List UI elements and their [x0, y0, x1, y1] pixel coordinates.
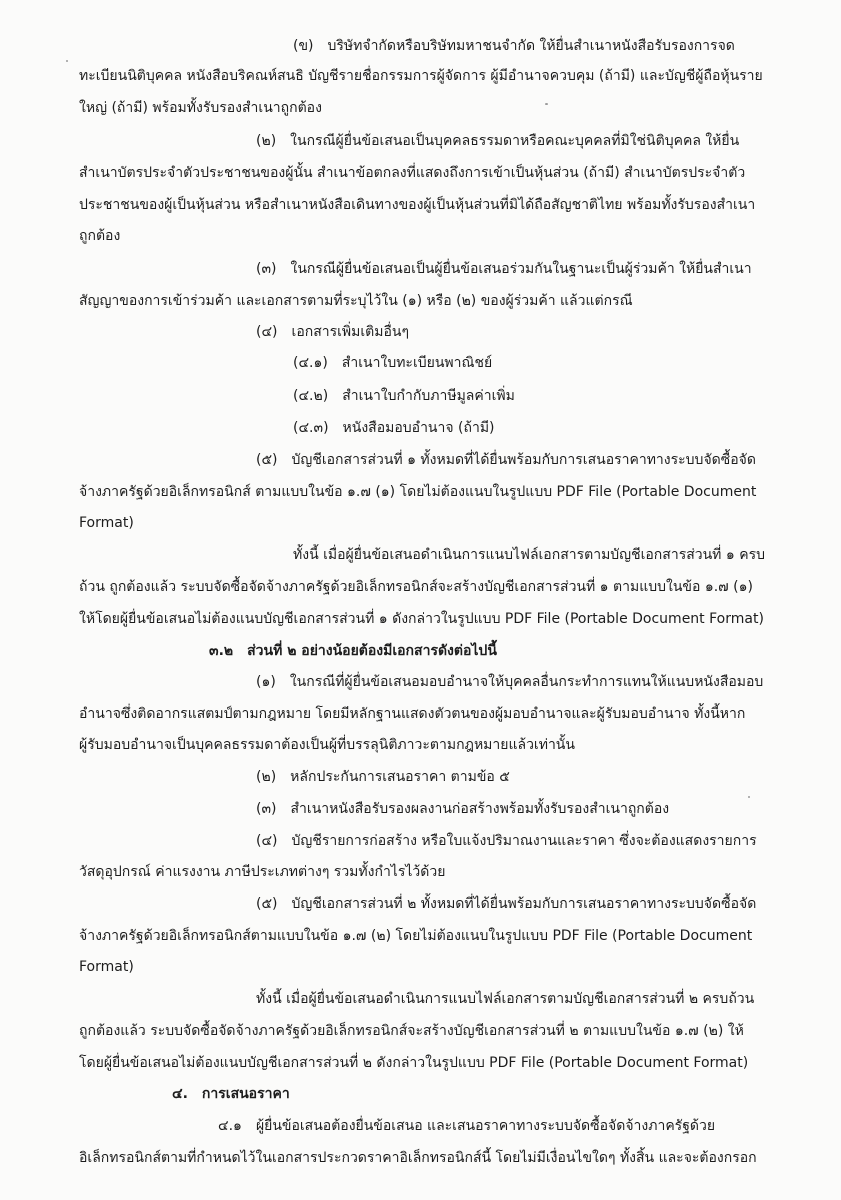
item-4-1 — [218, 1116, 715, 1136]
item-5 — [256, 450, 756, 470]
text-line: บริษัทจำกัดหรือบริษัทมหาชนจำกัด ให้ยื่นสำเนาหนังสือรับรองการจด — [327, 38, 735, 54]
item-number: (๔) — [256, 833, 278, 849]
item-number: (ข) — [293, 38, 314, 54]
item-3-2-5 — [256, 894, 756, 914]
sub-item-4-3 — [293, 418, 495, 438]
item-number: (๕) — [256, 896, 278, 912]
text-line: สำเนาบัตรประจำตัวประชาชนของผู้นั้น สำเนาข้อตกลงที่แสดงถึงการเข้าเป็นหุ้นส่วน (ถ้ามี) สำเนาบัตรประจำตัว — [79, 165, 746, 181]
text-line: ผู้ยื่นข้อเสนอต้องยื่นข้อเสนอ และเสนอราคาทางระบบจัดซื้อจัดจ้างภาครัฐด้วย — [255, 1118, 716, 1134]
text-line: จ้างภาครัฐด้วยอิเล็กทรอนิกส์ตามแบบในข้อ ๑.๗ (๒) โดยไม่ต้องแนบในรูปแบบ PDF File (Portable Document — [79, 928, 753, 944]
text-line: ถ้วน ถูกต้องแล้ว ระบบจัดซื้อจัดจ้างภาครัฐด้วยอิเล็กทรอนิกส์จะสร้างบัญชีเอกสารส่วนที่ ๑ ตามแบบในข้อ ๑.๗ (๑) — [79, 579, 753, 595]
item-number: (๑) — [256, 674, 276, 690]
speck — [748, 796, 750, 798]
text-line: ทั้งนี้ เมื่อผู้ยื่นข้อเสนอดำเนินการแนบไฟล์เอกสารตามบัญชีเอกสารส่วนที่ ๒ ครบถ้วน — [256, 991, 755, 1007]
section-number: ๔. — [172, 1086, 188, 1102]
text-line: บัญชีเอกสารส่วนที่ ๒ ทั้งหมดที่ได้ยื่นพร้อมกับการเสนอราคาทางระบบจัดซื้อจัด — [291, 896, 757, 912]
item-3-2-2 — [256, 767, 510, 787]
section-title: การเสนอราคา — [201, 1086, 290, 1102]
item-number: (๓) — [256, 801, 277, 817]
text-line: ถูกต้อง — [79, 228, 121, 244]
item-number: (๔) — [256, 324, 278, 340]
item-number: (๔.๒) — [293, 388, 329, 404]
text-line: ในกรณีผู้ยื่นข้อเสนอเป็นผู้ยื่นข้อเสนอร่วมกันในฐานะเป็นผู้ร่วมค้า ให้ยื่นสำเนา — [290, 261, 752, 277]
text-line: อิเล็กทรอนิกส์ตามที่กำหนดไว้ในเอกสารประกวดราคาอิเล็กทรอนิกส์นี้ โดยไม่มีเงื่อนไขใดๆ ทั้งสิ้น และจะต้องกรอก — [79, 1150, 757, 1166]
section-3-2-heading — [209, 641, 497, 661]
section-4-heading — [172, 1084, 290, 1104]
text-line: หนังสือมอบอำนาจ (ถ้ามี) — [342, 420, 495, 436]
text-line: เอกสารเพิ่มเติมอื่นๆ — [291, 324, 409, 340]
item-3-2-4 — [256, 831, 757, 851]
speck — [545, 103, 548, 105]
text-line: สำเนาหนังสือรับรองผลงานก่อสร้างพร้อมทั้งรับรองสำเนาถูกต้อง — [290, 801, 670, 817]
text-line: ประชาชนของผู้เป็นหุ้นส่วน หรือสำเนาหนังสือเดินทางของผู้เป็นหุ้นส่วนที่มิได้ถือสัญชาติไทย พร้อมทั้งรับรองสำเนา — [79, 197, 756, 213]
text-line: หลักประกันการเสนอราคา ตามข้อ ๕ — [290, 769, 510, 785]
text-line: อำนาจซึ่งติดอากรแสตมป์ตามกฎหมาย โดยมีหลักฐานแสดงตัวตนของผู้มอบอำนาจและผู้รับมอบอำนาจ ทั้งนี้หาก — [79, 706, 746, 722]
speck — [66, 60, 68, 62]
text-line: จ้างภาครัฐด้วยอิเล็กทรอนิกส์ ตามแบบในข้อ ๑.๗ (๑) โดยไม่ต้องแนบในรูปแบบ PDF File (Portable Document — [79, 484, 757, 500]
text-line: ให้โดยผู้ยื่นข้อเสนอไม่ต้องแนบบัญชีเอกสารส่วนที่ ๑ ดังกล่าวในรูปแบบ PDF File (Portable Document Format) — [79, 611, 764, 627]
item-4 — [256, 322, 409, 342]
text-line: ในกรณีผู้ยื่นข้อเสนอเป็นบุคคลธรรมดาหรือคณะบุคคลที่มิใช่นิติบุคคล ให้ยื่น — [290, 133, 740, 149]
text-line: ทั้งนี้ เมื่อผู้ยื่นข้อเสนอดำเนินการแนบไฟล์เอกสารตามบัญชีเอกสารส่วนที่ ๑ ครบ — [293, 547, 765, 563]
item-number: (๒) — [256, 133, 277, 149]
item-number: (๔.๑) — [293, 355, 328, 371]
text-line: Format) — [79, 515, 134, 531]
text-line: บัญชีเอกสารส่วนที่ ๑ ทั้งหมดที่ได้ยื่นพร้อมกับการเสนอราคาทางระบบจัดซื้อจัด — [291, 452, 756, 468]
section-number: ๓.๒ — [209, 643, 234, 659]
item-3-2-3 — [256, 799, 669, 819]
item-number: (๓) — [256, 261, 277, 277]
item-number: ๔.๑ — [218, 1118, 242, 1134]
item-number: (๒) — [256, 769, 277, 785]
text-line: สัญญาของการเข้าร่วมค้า และเอกสารตามที่ระบุไว้ใน (๑) หรือ (๒) ของผู้ร่วมค้า แล้วแต่กรณี — [79, 293, 633, 309]
text-line: สำเนาใบกำกับภาษีมูลค่าเพิ่ม — [342, 388, 515, 404]
sub-item-4-2 — [293, 386, 515, 406]
item-2 — [256, 131, 739, 151]
sub-item-4-1 — [293, 353, 492, 373]
text-line: ทะเบียนนิติบุคคล หนังสือบริคณห์สนธิ บัญชีรายชื่อกรรมการผู้จัดการ ผู้มีอำนาจควบคุม (ถ้ามี) และบัญชีผู้ถือหุ้นราย — [79, 68, 763, 84]
text-line: ถูกต้องแล้ว ระบบจัดซื้อจัดจ้างภาครัฐด้วยอิเล็กทรอนิกส์จะสร้างบัญชีเอกสารส่วนที่ ๒ ตามแบบในข้อ ๑.๗ (๒) ให้ — [79, 1023, 744, 1039]
text-line: ใหญ่ (ถ้ามี) พร้อมทั้งรับรองสำเนาถูกต้อง — [79, 100, 322, 116]
item-3-2-1 — [256, 672, 763, 692]
section-title: ส่วนที่ ๒ อย่างน้อยต้องมีเอกสารดังต่อไปนี้ — [247, 643, 497, 659]
item-kho — [293, 36, 735, 56]
text-line: บัญชีรายการก่อสร้าง หรือใบแจ้งปริมาณงานและราคา ซึ่งจะต้องแสดงรายการ — [291, 833, 757, 849]
text-line: Format) — [79, 959, 134, 975]
text-line: ผู้รับมอบอำนาจเป็นบุคคลธรรมดาต้องเป็นผู้ที่บรรลุนิติภาวะตามกฎหมายแล้วเท่านั้น — [79, 737, 575, 753]
item-number: (๔.๓) — [293, 420, 329, 436]
item-3 — [256, 259, 752, 279]
text-line: วัสดุอุปกรณ์ ค่าแรงงาน ภาษีประเภทต่างๆ รวมทั้งกำไรไว้ด้วย — [79, 864, 446, 880]
item-number: (๕) — [256, 452, 278, 468]
text-line: สำเนาใบทะเบียนพาณิชย์ — [341, 355, 493, 371]
text-line: โดยผู้ยื่นข้อเสนอไม่ต้องแนบบัญชีเอกสารส่วนที่ ๒ ดังกล่าวในรูปแบบ PDF File (Portable Document Format) — [79, 1055, 749, 1071]
text-line: ในกรณีที่ผู้ยื่นข้อเสนอมอบอำนาจให้บุคคลอื่นกระทำการแทนให้แนบหนังสือมอบ — [289, 674, 764, 690]
